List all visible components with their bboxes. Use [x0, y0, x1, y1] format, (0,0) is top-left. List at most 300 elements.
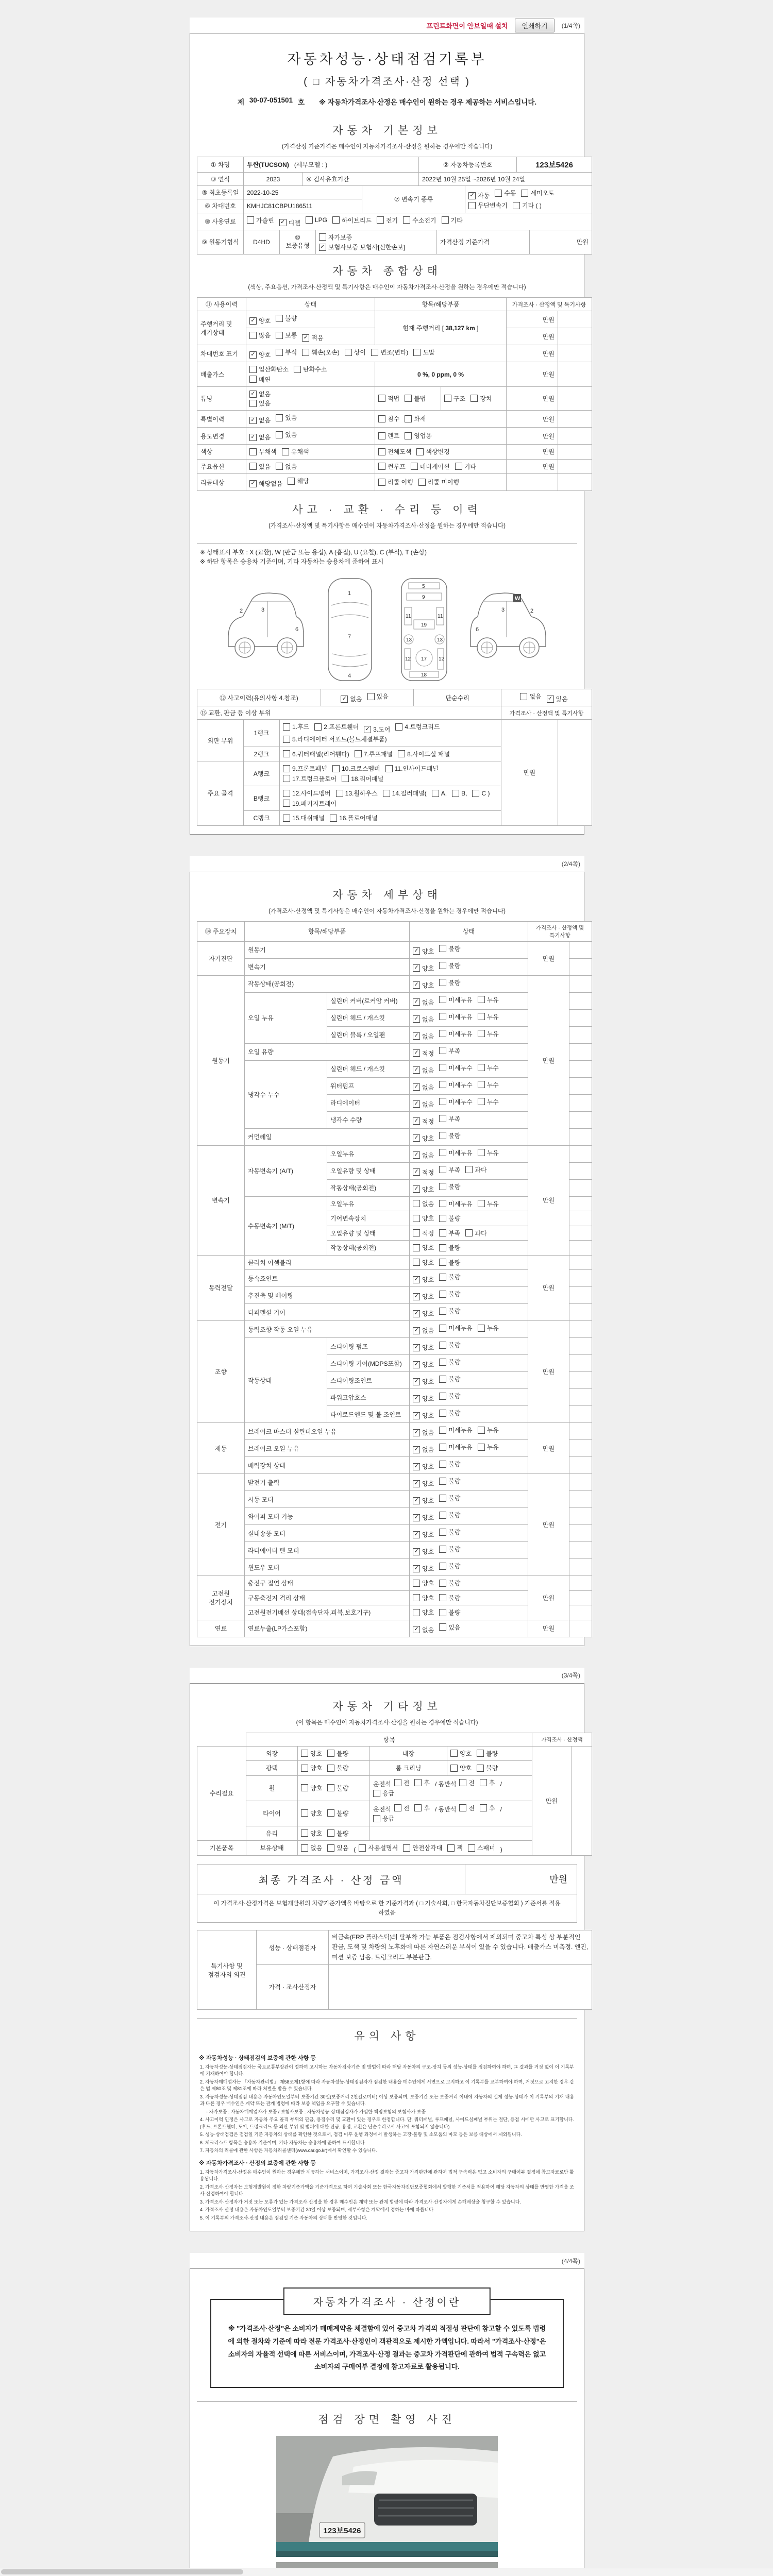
checkbox-label: 미세누수	[448, 1098, 473, 1106]
checkbox-label: 불량	[448, 1594, 461, 1602]
sub-item-cell: 파워고압호스	[327, 1389, 410, 1406]
col-use: ⑪ 사용이력	[197, 298, 246, 311]
note-cell	[569, 1162, 592, 1179]
checkbox-option	[249, 416, 271, 425]
checkbox-label: 렌트	[388, 432, 400, 440]
checkbox-checked-icon: ✓	[413, 964, 420, 972]
appraiser-opinion-label: 가격 · 조사산정자	[257, 1964, 329, 2009]
sub-item-cell: 스티어링 펌프	[327, 1338, 410, 1355]
checkbox-option	[413, 1411, 434, 1420]
checkbox-label: 양호	[422, 1594, 434, 1602]
checkbox-option	[439, 1443, 472, 1451]
checkbox-icon	[439, 1047, 446, 1054]
caution-item: - 자가보증 : 자동차매매업자가 보증 / 보험사보증 : 자동차성능·상태점검자가 가입한 책임보험의 보험사가 보증	[206, 2109, 426, 2114]
checkbox-icon	[283, 800, 290, 807]
checkbox-icon	[478, 1098, 485, 1105]
base-price-unit: 만원	[530, 230, 592, 255]
checkbox-checked-icon: ✓	[413, 1463, 420, 1470]
checkbox-label: 양호	[422, 947, 434, 955]
checkbox-label: 부족	[448, 1047, 461, 1055]
amount-cell: 만원	[507, 445, 558, 460]
checkbox-label: 18.리어패널	[351, 775, 384, 783]
checkbox-icon	[367, 693, 375, 700]
checkbox-icon	[249, 366, 257, 373]
checkbox-label: 양호	[422, 1378, 434, 1385]
device-group-cell: 조향	[197, 1321, 245, 1423]
state-cell	[410, 1255, 528, 1270]
checkbox-checked-icon: ✓	[413, 1361, 420, 1368]
col-state: 상태	[246, 298, 375, 311]
state-cell	[410, 1542, 528, 1559]
history-label: ⑫ 사고이력(유의사항 4.참조)	[197, 689, 321, 706]
note-cell	[569, 1094, 592, 1111]
checkbox-label: 자가보증	[328, 233, 352, 241]
checkbox-label: 해당없음	[259, 480, 283, 487]
horizontal-scrollbar[interactable]	[0, 2568, 773, 2576]
svg-text:2: 2	[530, 608, 534, 614]
checkbox-option	[332, 216, 372, 225]
usage-item	[375, 428, 507, 445]
checkbox-option	[413, 1275, 434, 1284]
final-price-row	[197, 1864, 577, 1894]
trans-options	[465, 186, 592, 213]
checkbox-icon	[439, 1594, 446, 1601]
checkbox-option	[477, 1749, 498, 1758]
checkbox-label: 해당	[297, 478, 309, 485]
checkbox-label: 양호	[422, 1395, 434, 1402]
checkbox-option	[411, 462, 450, 471]
checkbox-label: 있음	[259, 400, 271, 407]
checkbox-label: 불량	[448, 1512, 461, 1519]
col-device: ⑭ 주요장치	[197, 921, 245, 941]
checkbox-option	[439, 1214, 460, 1223]
checkbox-option	[418, 478, 459, 486]
amount-cell: 만원	[507, 387, 558, 411]
checkbox-label: 없음	[422, 1200, 434, 1208]
checkbox-icon	[283, 815, 290, 822]
checkbox-icon	[439, 1149, 446, 1156]
checkbox-checked-icon: ✓	[413, 1497, 420, 1504]
checkbox-label: 과다	[475, 1229, 487, 1237]
doc-no-suffix: 호	[298, 98, 305, 106]
rank1-items	[280, 720, 501, 747]
checkbox-label: 부족	[448, 1115, 461, 1123]
checkbox-label: 미세누유	[448, 1013, 473, 1021]
checkbox-label: 불량	[337, 1750, 349, 1757]
checkbox-label: 있음	[337, 1844, 349, 1852]
checkbox-label: 없음	[285, 463, 297, 470]
checkbox-checked-icon: ✓	[413, 1151, 420, 1159]
note-cell	[569, 1525, 592, 1542]
state-cell	[410, 1605, 528, 1620]
checkbox-option	[459, 1804, 475, 1812]
item-cell: 냉각수 누수	[245, 1060, 327, 1128]
checkbox-icon	[327, 1844, 334, 1852]
doc-number-line	[197, 96, 577, 107]
sub-item-cell: 실린더 헤드 / 개스킷	[327, 1060, 410, 1077]
tire-state	[298, 1801, 370, 1826]
checkbox-label: 불량	[448, 1393, 461, 1400]
mixed-text: )	[500, 1845, 502, 1853]
checkbox-icon	[439, 1081, 446, 1088]
checkbox-icon	[377, 216, 384, 224]
doc-no: 30-07-051501	[249, 96, 293, 104]
svg-text:1: 1	[348, 590, 351, 597]
checkbox-option	[465, 1165, 486, 1174]
checkbox-icon	[478, 1013, 485, 1020]
first-reg-value: 2022-10-25	[244, 186, 362, 199]
checkbox-option	[327, 1809, 348, 1818]
checkbox-option	[439, 1562, 460, 1570]
checkbox-option	[478, 1063, 499, 1072]
checkbox-icon	[478, 1200, 485, 1207]
print-button[interactable]: 인쇄하기	[515, 19, 554, 32]
note-cell	[569, 1255, 592, 1270]
checkbox-option	[249, 479, 282, 488]
amount-cell	[507, 474, 558, 491]
vin-mark-label: 차대번호 표기	[197, 345, 246, 362]
checkbox-label: 전체도색	[388, 448, 412, 455]
checkbox-option	[439, 1290, 460, 1298]
sub-item-cell: 오일누유	[327, 1196, 410, 1211]
checkbox-label: 누수	[486, 1098, 499, 1106]
checkbox-option	[371, 348, 408, 357]
checkbox-option	[283, 735, 387, 743]
checkbox-label: 불량	[448, 962, 461, 970]
checkbox-label: 누수	[486, 1064, 499, 1072]
appraiser-opinion-text	[329, 1964, 592, 2009]
tuning-item2	[441, 387, 507, 411]
checkbox-icon	[439, 1427, 446, 1434]
checkbox-icon	[439, 1229, 446, 1236]
checkbox-checked-icon: ✓	[413, 1344, 420, 1351]
price-appraisal-info-text: ※ "가격조사·산정"은 소비자가 매매계약을 체결함에 있어 중고차 가격의 적절성 판단에 참고할 수 있도록 법령에 의한 절차와 기준에 따라 전문 가격조사·산정인이 객관적으로 제시한 가액입니다. 따라서 "가격조사·산정"은 소비자의 자율적 선택에 따른 서비스이며, 가격조사·산정 결과는 중고차 가격판단에 관하여 법적 구속력은 없고 소비자의 구매여부 결정에 참고자료로 활용됩니다.	[228, 2325, 546, 2371]
checkbox-option	[279, 218, 300, 227]
note-cell	[569, 1355, 592, 1372]
caution-item: 2. 가격조사·산정자는 보험개발원이 정한 차량기준가액을 기준가격으로 하여 기술사회 또는 한국자동차진단보증협회에서 발행한 기준서를 적용하여 해당 자동차의 상태를 반영한 가격을 조사·산정하여야 합니다.	[200, 2184, 574, 2197]
scrollbar-thumb[interactable]	[1, 2569, 243, 2574]
state-cell	[410, 1043, 528, 1060]
checkbox-label: 미세누유	[448, 1325, 473, 1332]
checkbox-option	[378, 414, 399, 423]
checkbox-icon	[439, 1325, 446, 1332]
checkbox-label: 있음	[259, 463, 271, 470]
basic-item-label: 기본품목	[197, 1841, 246, 1856]
sub-item-cell: 워터펌프	[327, 1077, 410, 1094]
checkbox-option	[247, 216, 274, 225]
checkbox-label: 영업용	[414, 432, 432, 440]
checkbox-label: 불법	[414, 395, 426, 402]
checkbox-icon	[413, 1200, 420, 1207]
svg-text:9: 9	[422, 595, 425, 600]
checkbox-label: 양호	[422, 964, 434, 972]
basic-info-table-r3	[197, 185, 592, 230]
checkbox-icon	[336, 790, 343, 797]
checkbox-label: 없음	[422, 1327, 434, 1334]
checkbox-option	[439, 1528, 460, 1536]
price-appraisal-info-box	[210, 2299, 564, 2388]
checkbox-label: 4.트렁크리드	[405, 723, 440, 731]
checkbox-label: 2.프론트휀더	[324, 723, 359, 731]
checkbox-option	[276, 462, 297, 471]
checkbox-icon	[403, 216, 410, 224]
checkbox-icon	[276, 414, 283, 421]
checkbox-option	[414, 1778, 430, 1787]
color-state	[246, 445, 375, 460]
polish-state	[298, 1761, 370, 1776]
section-accident-header	[197, 491, 577, 536]
doc-subtitle: ( □ 자동차가격조사·산정 선택 )	[304, 76, 470, 88]
checkbox-checked-icon: ✓	[364, 726, 371, 733]
checkbox-option	[283, 722, 309, 731]
checkbox-icon	[301, 1829, 308, 1837]
print-install-link[interactable]: 프린트화면이 안보일때 설치	[426, 22, 508, 30]
checkbox-option	[327, 1764, 348, 1772]
checkbox-checked-icon: ✓	[341, 696, 348, 703]
svg-text:19: 19	[421, 622, 427, 628]
section-other-title: 자동차 기타정보	[332, 1700, 442, 1713]
state-cell	[410, 1620, 528, 1637]
accident-notes	[197, 543, 577, 568]
checkbox-option	[480, 1804, 495, 1812]
checkbox-icon	[405, 432, 412, 439]
checkbox-option	[249, 399, 366, 408]
state-cell	[410, 1559, 528, 1576]
sub-item-cell: 작동상태(공회전)	[327, 1179, 410, 1196]
checkbox-label: C )	[481, 789, 490, 797]
page-marker-3: (3/4쪽)	[561, 1672, 580, 1679]
checkbox-icon	[439, 1623, 446, 1631]
checkbox-option	[342, 774, 383, 783]
checkbox-icon	[478, 1149, 485, 1156]
amount-cell: 만원	[507, 411, 558, 428]
special-label: 특별이력	[197, 411, 246, 428]
checkbox-label: 변조(변타)	[380, 349, 409, 356]
checkbox-option	[283, 764, 327, 773]
checkbox-icon	[383, 790, 390, 797]
note-cell	[569, 958, 592, 975]
checkbox-icon	[405, 415, 412, 422]
checkbox-option	[439, 1063, 472, 1072]
checkbox-label: 전	[468, 1804, 475, 1812]
mileage-state1	[246, 311, 375, 328]
checkbox-option	[327, 1749, 348, 1758]
checkbox-icon	[301, 1765, 308, 1772]
checkbox-option	[367, 692, 389, 701]
checkbox-option	[432, 790, 447, 797]
checkbox-label: 누유	[486, 1427, 499, 1434]
note-cell	[569, 1491, 592, 1508]
state-cell	[410, 992, 528, 1009]
checkbox-icon	[439, 1115, 446, 1122]
checkbox-label: 미세누유	[448, 1149, 473, 1157]
checkbox-option	[439, 1324, 472, 1332]
svg-text:2: 2	[240, 608, 243, 614]
checkbox-option	[470, 394, 492, 403]
checkbox-label: 불량	[448, 1580, 461, 1587]
checkbox-option	[302, 348, 339, 357]
page-4	[190, 2268, 584, 2576]
checkbox-checked-icon: ✓	[413, 1185, 420, 1193]
mixed-text: /	[500, 1806, 502, 1813]
checkbox-option	[439, 1375, 460, 1383]
caution-item: 5. 성능·상태점검은 점검일 기준 자동차의 상태를 확인한 것으로서, 점검 이후 운행 과정에서 발생하는 고장·불량 및 소모품의 마모 등은 보증 대상에서 제외됩니다.	[200, 2132, 522, 2138]
state-cell	[410, 1111, 528, 1128]
checkbox-option	[478, 1443, 499, 1451]
note-cell	[569, 1605, 592, 1620]
checkbox-option	[413, 1462, 434, 1471]
checkbox-checked-icon: ✓	[413, 1134, 420, 1142]
tuning-label: 튜닝	[197, 387, 246, 411]
wheel-label: 휠	[246, 1775, 298, 1801]
checkbox-icon	[439, 1166, 446, 1173]
checkbox-icon	[282, 448, 289, 455]
checkbox-label: 11.인사이드패널	[394, 765, 439, 772]
checkbox-option	[413, 1579, 434, 1587]
checkbox-option	[459, 1778, 475, 1787]
checkbox-label: 하이브리드	[341, 216, 372, 224]
checkbox-label: 후	[424, 1804, 430, 1812]
note-cell	[569, 1226, 592, 1241]
checkbox-label: 리콜 미이행	[427, 479, 459, 486]
checkbox-icon	[480, 1804, 487, 1811]
checkbox-icon	[327, 1765, 334, 1772]
checkbox-icon	[385, 765, 393, 772]
checkbox-option	[413, 981, 434, 990]
checkbox-label: 불량	[285, 315, 297, 322]
inspection-photo-front	[276, 2436, 498, 2557]
checkbox-icon	[373, 1815, 380, 1822]
checkbox-option	[378, 431, 399, 440]
checkbox-option	[413, 1049, 434, 1058]
checkbox-option	[345, 348, 366, 357]
checkbox-icon	[413, 349, 421, 356]
checkbox-label: 불량	[448, 1342, 461, 1349]
vin-label: ⑥ 차대번호	[197, 199, 244, 213]
device-group-cell: 원동기	[197, 975, 245, 1145]
checkbox-label: 적정	[422, 1117, 434, 1125]
state-cell	[410, 1287, 528, 1304]
note-cell	[569, 1576, 592, 1591]
car-underbody-view	[393, 575, 455, 684]
checkbox-label: 사용설명서	[368, 1844, 398, 1852]
checkbox-label: 불량	[448, 1461, 461, 1468]
checkbox-option	[439, 1273, 460, 1281]
checkbox-icon	[327, 1750, 334, 1757]
checkbox-checked-icon: ✓	[279, 219, 287, 226]
amount-cell: 만원	[528, 975, 569, 1145]
accident-history-table	[197, 689, 592, 720]
note-cell	[569, 1457, 592, 1474]
item-cell: 배력장치 상태	[245, 1457, 410, 1474]
checkbox-option	[439, 944, 460, 953]
state-cell	[410, 1077, 528, 1094]
checkbox-label: 불량	[486, 1765, 498, 1772]
item-cell: 브레이크 마스터 실린더오일 누유	[245, 1423, 410, 1440]
engine-value: D4HD	[244, 230, 280, 255]
state-cell	[410, 1338, 528, 1355]
roomclean-label: 룸 크리닝	[370, 1761, 447, 1776]
amount-cell: 만원	[507, 428, 558, 445]
checkbox-checked-icon: ✓	[413, 1168, 420, 1176]
checkbox-label: 매연	[259, 376, 271, 383]
checkbox-label: 양호	[310, 1750, 323, 1757]
checkbox-icon	[301, 1809, 308, 1817]
note-cell	[569, 1338, 592, 1355]
checkbox-icon	[432, 790, 439, 797]
checkbox-icon	[452, 790, 459, 797]
item-cell: 등속죠인트	[245, 1270, 410, 1287]
checkbox-label: 15.대쉬패널	[292, 815, 325, 822]
checkbox-option	[439, 1080, 472, 1089]
state-cell	[410, 1226, 528, 1241]
interior-label: 내장	[370, 1746, 447, 1761]
note-cell	[569, 1043, 592, 1060]
checkbox-icon	[249, 463, 257, 470]
state-cell	[410, 1060, 528, 1077]
checkbox-label: 침수	[388, 415, 400, 423]
exterior-label: 외장	[246, 1746, 298, 1761]
checkbox-label: 스패너	[477, 1844, 495, 1852]
checkbox-icon	[442, 216, 449, 224]
checkbox-icon	[439, 1244, 446, 1251]
checkbox-checked-icon: ✓	[249, 317, 257, 325]
checkbox-option	[301, 1809, 322, 1818]
checkbox-label: 장치	[480, 395, 492, 402]
checkbox-icon	[439, 1183, 446, 1190]
checkbox-label: 불량	[448, 1359, 461, 1366]
checkbox-option	[413, 1479, 434, 1488]
note-cell	[569, 1389, 592, 1406]
col-item: 항목/해당부품	[245, 921, 410, 941]
checkbox-icon	[414, 1779, 422, 1786]
checkbox-label: 양호	[422, 1134, 434, 1142]
state-cell	[410, 1241, 528, 1256]
checkbox-icon	[359, 1844, 366, 1852]
checkbox-option	[414, 1804, 430, 1812]
amount-cell: 만원	[528, 1321, 569, 1423]
amount-cell: 만원	[528, 1423, 569, 1474]
checkbox-option	[403, 1843, 442, 1852]
checkbox-label: 썬루프	[388, 463, 406, 470]
sub-item-cell: 기어변속장치	[327, 1211, 410, 1226]
mixed-text: 운전석	[373, 1806, 391, 1813]
checkbox-checked-icon: ✓	[413, 1293, 420, 1300]
item-cell: 수동변속기 (M/T)	[245, 1196, 327, 1255]
checkbox-icon	[439, 1393, 446, 1400]
svg-text:5: 5	[422, 584, 425, 589]
checkbox-option	[455, 462, 476, 471]
state-cell	[410, 1211, 528, 1226]
valid-label: ④ 검사유효기간	[303, 173, 419, 186]
checkbox-checked-icon: ✓	[413, 1429, 420, 1436]
checkbox-option	[439, 1460, 460, 1468]
checkbox-checked-icon: ✓	[413, 1032, 420, 1040]
checkbox-icon	[414, 1804, 422, 1811]
checkbox-icon	[276, 332, 283, 339]
page-marker-4: (4/4쪽)	[561, 2257, 580, 2265]
checkbox-label: 누유	[486, 1030, 499, 1038]
frame-label: 주요 골격	[197, 761, 244, 826]
checkbox-label: 불량	[448, 1478, 461, 1485]
checkbox-checked-icon: ✓	[249, 351, 257, 359]
checkbox-label: 양호	[422, 1463, 434, 1470]
first-reg-label: ⑤ 최초등록일	[197, 186, 244, 199]
checkbox-option	[478, 1012, 499, 1021]
checkbox-icon	[439, 1259, 446, 1266]
checkbox-icon	[459, 1804, 466, 1811]
checkbox-label: 세미오토	[530, 190, 554, 197]
